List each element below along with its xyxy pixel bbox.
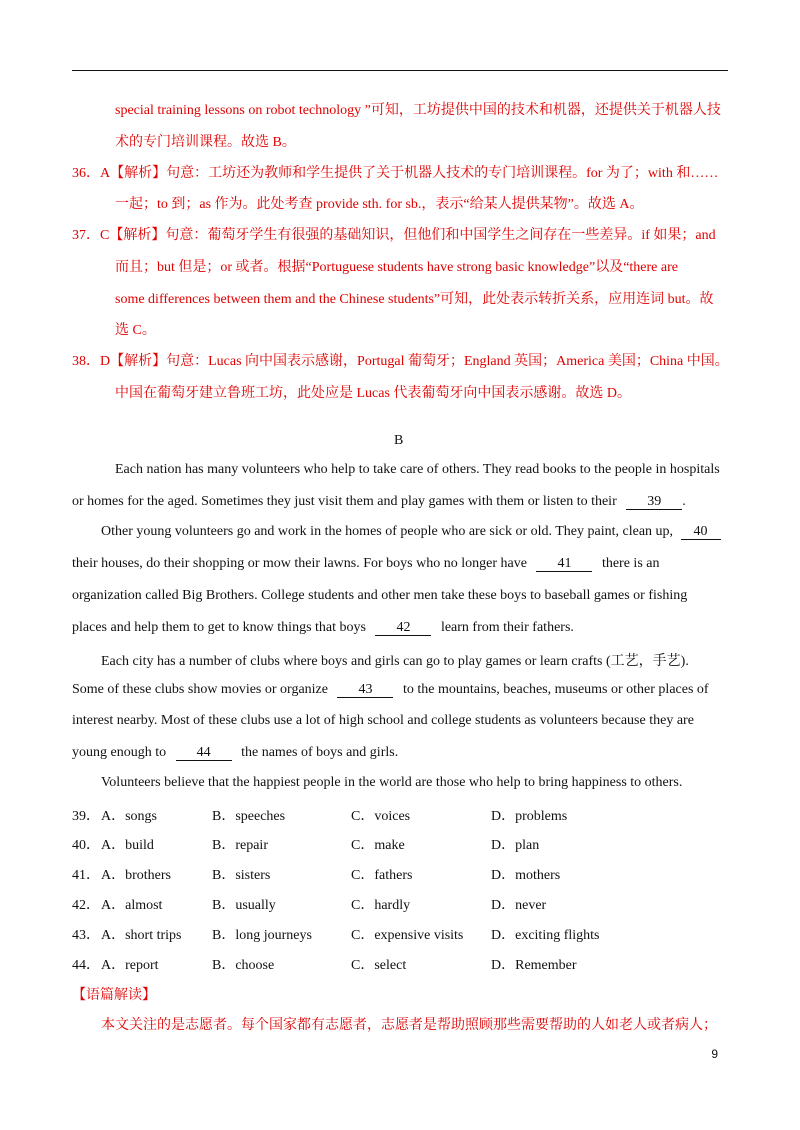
option-a: A．songs: [101, 809, 158, 824]
option-d: D．exciting flights: [491, 928, 600, 943]
explanation-cont-line2: 术的专门培训课程。故选 B。: [115, 135, 296, 150]
passage-p2-line3: organization called Big Brothers. College students and other men take these boys to baseball games or fishing: [72, 588, 688, 603]
question-number: 43．: [72, 928, 100, 943]
blank-42: 42: [375, 621, 431, 636]
option-a: A．brothers: [101, 868, 171, 883]
passage-text: young enough to: [72, 745, 167, 760]
blank-44: 44: [176, 746, 232, 761]
explanation-q38-line1: 38．D【解析】句意：Lucas 向中国表示感谢，Portugal 葡萄牙；England 英国；America 美国；China 中国。: [72, 354, 729, 369]
passage-p3-line4: [72, 745, 398, 761]
option-b: B．repair: [212, 838, 268, 853]
passage-p2-line1: [101, 524, 721, 540]
header-rule: [72, 70, 728, 71]
passage-p3-line3: interest nearby. Most of these clubs use a lot of high school and college students as volunteers because they are: [72, 713, 694, 728]
explanation-q38-line2: 中国在葡萄牙建立鲁班工坊，此处应是 Lucas 代表葡萄牙向中国表示感谢。故选 D。: [115, 386, 632, 401]
passage-text: Some of these clubs show movies or organize: [72, 682, 328, 697]
blank-39: 39: [626, 495, 682, 510]
passage-text: the names of boys and girls.: [241, 745, 399, 760]
passage-text: their houses, do their shopping or mow their lawns. For boys who no longer have: [72, 556, 527, 571]
passage-text: .: [682, 494, 686, 509]
option-b: B．usually: [212, 898, 276, 913]
option-c: C．hardly: [351, 898, 411, 913]
section-title: B: [394, 433, 404, 448]
explanation-cont-line1: special training lessons on robot technology ”可知，工坊提供中国的技术和机器，还提供关于机器人技: [115, 103, 721, 118]
option-a: A．almost: [101, 898, 163, 913]
option-d: D．plan: [491, 838, 540, 853]
passage-p2-line4: [72, 620, 574, 636]
passage-p4-line1: Volunteers believe that the happiest people in the world are those who help to bring happiness to others.: [101, 775, 683, 790]
question-number: 41．: [72, 868, 100, 883]
option-a: A．build: [101, 838, 154, 853]
passage-text: places and help them to get to know things that boys: [72, 620, 366, 635]
explanation-q36-line1: 36．A【解析】句意：工坊还为教师和学生提供了关于机器人技术的专门培训课程。for 为了；with 和……: [72, 166, 719, 181]
blank-41: 41: [536, 557, 592, 572]
page-number: 9: [711, 1047, 718, 1061]
option-a: A．report: [101, 958, 159, 973]
question-number: 40．: [72, 838, 100, 853]
option-d: D．mothers: [491, 868, 561, 883]
option-b: B．long journeys: [212, 928, 312, 943]
passage-p2-line2: [72, 556, 659, 572]
passage-p1-line1: Each nation has many volunteers who help to take care of others. They read books to the people in hospitals: [115, 462, 720, 477]
option-d: D．Remember: [491, 958, 577, 973]
passage-p3-line1: Each city has a number of clubs where boys and girls can go to play games or learn crafts (工艺，手艺).: [101, 654, 689, 669]
explanation-q37-line4: 选 C。: [115, 323, 156, 338]
passage-p3-line2: [72, 682, 709, 698]
option-b: B．sisters: [212, 868, 271, 883]
question-number: 42．: [72, 898, 100, 913]
analysis-text: 本文关注的是志愿者。每个国家都有志愿者，志愿者是帮助照顾那些需要帮助的人如老人或者病人；: [101, 1018, 717, 1033]
option-c: C．fathers: [351, 868, 413, 883]
option-d: D．problems: [491, 809, 568, 824]
analysis-header: 【语篇解读】: [72, 988, 156, 1003]
option-c: C．select: [351, 958, 407, 973]
option-a: A．short trips: [101, 928, 182, 943]
passage-text: to the mountains, beaches, museums or other places of: [402, 682, 709, 697]
blank-40: 40: [681, 525, 721, 540]
explanation-q37-line3: some differences between them and the Chinese students”可知，此处表示转折关系，应用连词 but。故: [115, 292, 714, 307]
question-number: 39．: [72, 809, 100, 824]
passage-text: Other young volunteers go and work in the homes of people who are sick or old. They paint, clean up,: [101, 524, 674, 539]
passage-text: or homes for the aged. Sometimes they just visit them and play games with them or listen to their: [72, 494, 617, 509]
option-c: C．make: [351, 838, 405, 853]
explanation-q37-line2: 而且；but 但是；or 或者。根据“Portuguese students have strong basic knowledge”以及“there are: [115, 260, 678, 275]
explanation-q36-line2: 一起；to 到；as 作为。此处考查 provide sth. for sb.，表示“给某人提供某物”。故选 A。: [115, 197, 644, 212]
option-d: D．never: [491, 898, 547, 913]
explanation-q37-line1: 37．C【解析】句意：葡萄牙学生有很强的基础知识，但他们和中国学生之间存在一些差异。if 如果；and: [72, 228, 716, 243]
passage-text: there is an: [601, 556, 660, 571]
option-b: B．choose: [212, 958, 275, 973]
option-c: C．voices: [351, 809, 411, 824]
option-b: B．speeches: [212, 809, 286, 824]
option-c: C．expensive visits: [351, 928, 464, 943]
question-number: 44．: [72, 958, 100, 973]
passage-p1-line2: [72, 494, 686, 510]
passage-text: learn from their fathers.: [440, 620, 574, 635]
blank-43: 43: [337, 683, 393, 698]
